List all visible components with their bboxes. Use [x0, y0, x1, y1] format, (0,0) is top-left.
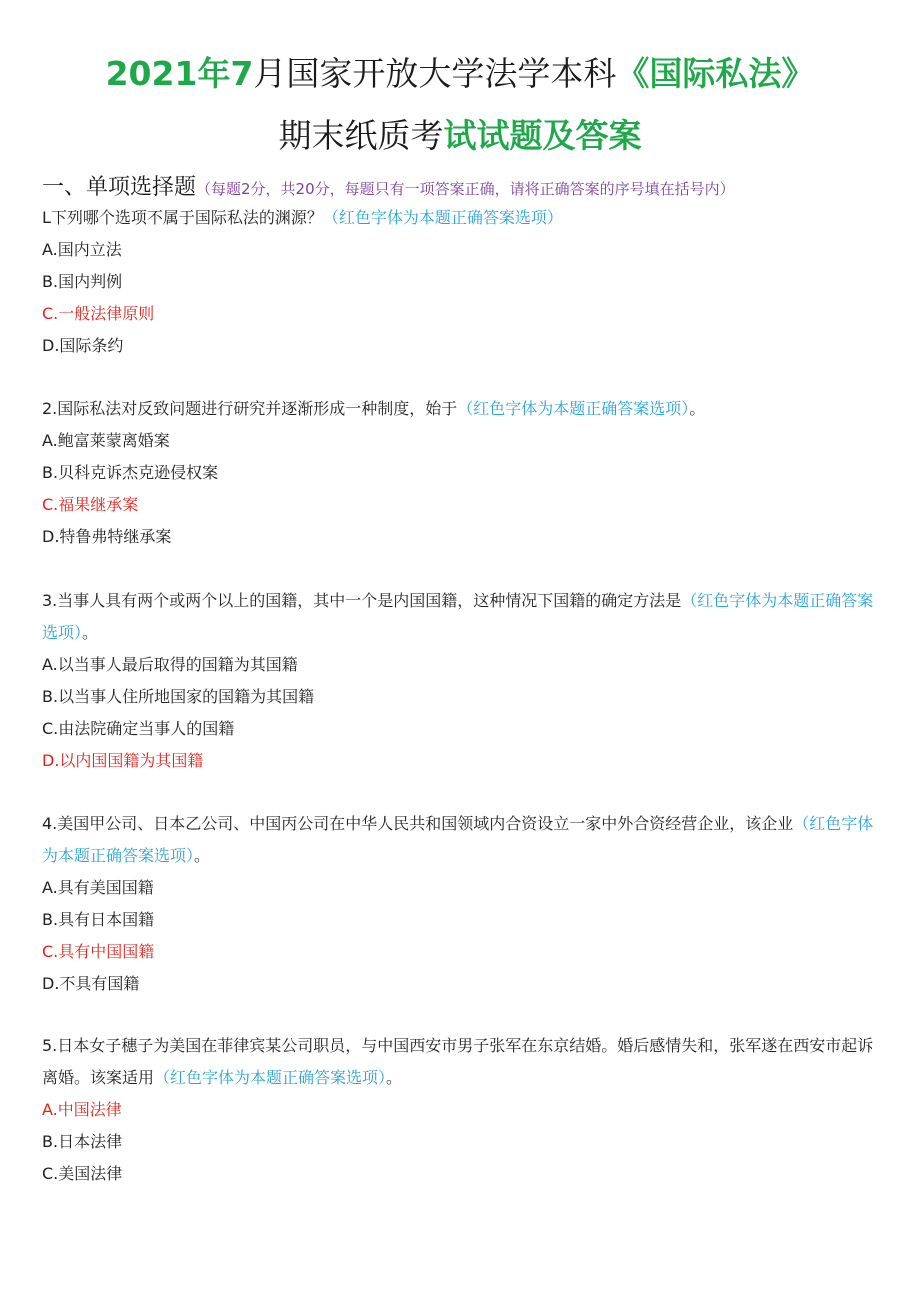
option-d-correct: D.以内国国籍为其国籍 [42, 751, 204, 770]
answer-hint: （红色字体为本题正确答案选项） [42, 591, 874, 642]
question-stem [42, 202, 878, 234]
option-c: C.美国法律 [42, 1164, 123, 1183]
question-5 [42, 1030, 878, 1190]
document-title-line-1 [0, 52, 920, 96]
option-a-correct: A.中国法律 [42, 1100, 122, 1119]
option-c-correct: C.福果继承案 [42, 495, 139, 514]
question-1 [42, 202, 878, 362]
question-text: 3.当事人具有两个或两个以上的国籍，其中一个是内国国籍，这种情况下国籍的确定方法是 [42, 591, 682, 610]
question-4 [42, 808, 878, 1000]
answer-hint: （红色字体为本题正确答案选项） [42, 814, 874, 865]
option-a: A.鲍富莱蒙离婚案 [42, 431, 170, 450]
option-a: A.国内立法 [42, 240, 122, 259]
option-b: B.日本法律 [42, 1132, 123, 1151]
question-stem [42, 1030, 878, 1094]
title-course: 《国际私法》 [616, 54, 815, 93]
option-b: B.国内判例 [42, 272, 123, 291]
option-c-correct: C.一般法律原则 [42, 304, 155, 323]
document-title-line-2 [0, 114, 920, 158]
question-tail: 。 [386, 1068, 403, 1087]
option-d: D.特鲁弗特继承案 [42, 527, 172, 546]
question-2 [42, 393, 878, 553]
question-tail: 。 [689, 399, 706, 418]
answer-hint: （红色字体为本题正确答案选项） [457, 399, 690, 418]
question-text: L下列哪个选项不属于国际私法的渊源？ [42, 208, 323, 227]
question-stem [42, 808, 878, 872]
option-c: C.由法院确定当事人的国籍 [42, 719, 235, 738]
option-a: A.具有美国国籍 [42, 878, 154, 897]
question-text: 5.日本女子穗子为美国在菲律宾某公司职员，与中国西安市男子张军在东京结婚。婚后感情失和，张军遂在西安市起诉离婚。该案适用 [42, 1036, 874, 1087]
question-tail: 。 [82, 623, 99, 642]
question-tail: 。 [194, 846, 211, 865]
question-text: 4.美国甲公司、日本乙公司、中国丙公司在中华人民共和国领域内合资设立一家中外合资经营企业，该企业 [42, 814, 794, 833]
option-d: D.国际条约 [42, 336, 124, 355]
title-year: 2021年7 [105, 54, 254, 93]
option-d: D.不具有国籍 [42, 974, 140, 993]
answer-hint: （红色字体为本题正确答案选项） [322, 208, 563, 227]
answer-hint: （红色字体为本题正确答案选项） [154, 1068, 387, 1087]
section-title: 一、单项选择题 [42, 175, 197, 200]
option-b: B.以当事人住所地国家的国籍为其国籍 [42, 687, 315, 706]
option-a: A.以当事人最后取得的国籍为其国籍 [42, 655, 298, 674]
option-c-correct: C.具有中国国籍 [42, 942, 155, 961]
title-answers: 试试题及答案 [443, 116, 642, 155]
title-main: 月国家开放大学法学本科 [253, 54, 617, 93]
section-heading [42, 170, 735, 201]
title-exam-type: 期末纸质考 [278, 116, 444, 155]
question-3 [42, 585, 878, 777]
option-b: B.具有日本国籍 [42, 910, 155, 929]
option-b: B.贝科克诉杰克逊侵权案 [42, 463, 219, 482]
question-stem [42, 393, 878, 425]
section-instructions: （每题2分，共20分，每题只有一项答案正确，请将正确答案的序号填在括号内） [196, 180, 735, 198]
question-text: 2.国际私法对反致问题进行研究并逐渐形成一种制度，始于 [42, 399, 458, 418]
question-stem [42, 585, 878, 649]
